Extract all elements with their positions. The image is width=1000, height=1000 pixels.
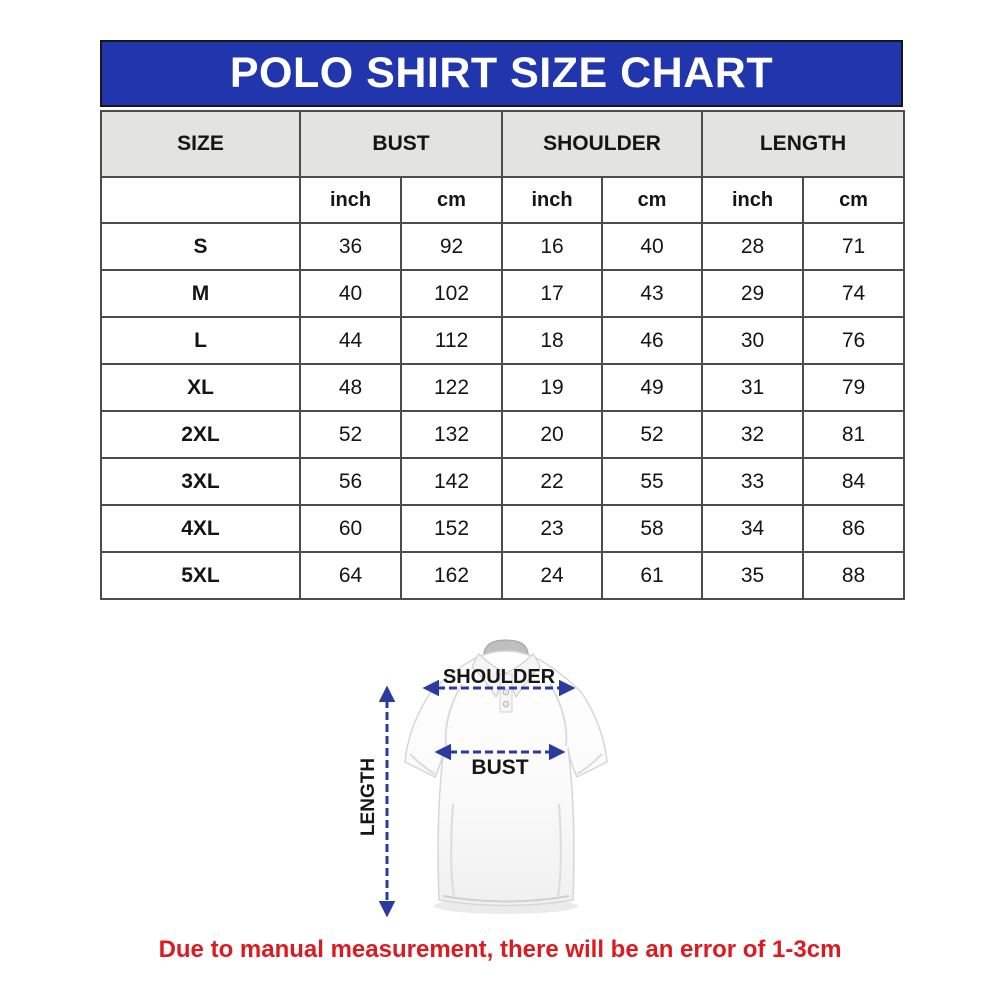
value-cell: 52 (300, 411, 401, 458)
unit-header-row (101, 177, 904, 223)
value-cell: 49 (602, 364, 702, 411)
value-cell: 29 (702, 270, 803, 317)
column-header-shoulder: SHOULDER (502, 111, 702, 177)
unit-header-shoulder-cm: cm (602, 177, 702, 223)
value-cell: 64 (300, 552, 401, 599)
value-cell: 152 (401, 505, 502, 552)
value-cell: 71 (803, 223, 904, 270)
value-cell: 16 (502, 223, 602, 270)
unit-header-length-cm: cm (803, 177, 904, 223)
value-cell: 52 (602, 411, 702, 458)
polo-shirt-diagram (358, 634, 650, 940)
value-cell: 18 (502, 317, 602, 364)
value-cell: 17 (502, 270, 602, 317)
value-cell: 79 (803, 364, 904, 411)
value-cell: 33 (702, 458, 803, 505)
value-cell: 23 (502, 505, 602, 552)
unit-header-bust-cm: cm (401, 177, 502, 223)
value-cell: 102 (401, 270, 502, 317)
value-cell: 76 (803, 317, 904, 364)
value-cell: 55 (602, 458, 702, 505)
value-cell: 34 (702, 505, 803, 552)
size-cell: XL (101, 364, 300, 411)
value-cell: 112 (401, 317, 502, 364)
size-cell: 3XL (101, 458, 300, 505)
value-cell: 60 (300, 505, 401, 552)
disclaimer-text: Due to manual measurement, there will be an error of 1-3cm (158, 936, 842, 963)
column-header-bust: BUST (300, 111, 502, 177)
table-row (101, 317, 904, 364)
size-cell: S (101, 223, 300, 270)
unit-header-bust-inch: inch (300, 177, 401, 223)
value-cell: 122 (401, 364, 502, 411)
value-cell: 31 (702, 364, 803, 411)
value-cell: 19 (502, 364, 602, 411)
title-bar (100, 40, 903, 107)
value-cell: 58 (602, 505, 702, 552)
table-row (101, 411, 904, 458)
value-cell: 43 (602, 270, 702, 317)
value-cell: 92 (401, 223, 502, 270)
size-chart-table (100, 110, 905, 600)
bust-dimension-label: BUST (471, 756, 529, 779)
table-row (101, 552, 904, 599)
column-header-length: LENGTH (702, 111, 904, 177)
value-cell: 56 (300, 458, 401, 505)
unit-header-shoulder-inch: inch (502, 177, 602, 223)
main-header-row (101, 111, 904, 177)
value-cell: 24 (502, 552, 602, 599)
column-header-size: SIZE (101, 111, 300, 177)
value-cell: 32 (702, 411, 803, 458)
button (503, 689, 509, 695)
size-cell: 4XL (101, 505, 300, 552)
shoulder-dimension-label: SHOULDER (442, 666, 556, 688)
value-cell: 84 (803, 458, 904, 505)
table-row (101, 458, 904, 505)
button (503, 701, 509, 707)
size-cell: 2XL (101, 411, 300, 458)
value-cell: 162 (401, 552, 502, 599)
table-row (101, 505, 904, 552)
value-cell: 40 (300, 270, 401, 317)
value-cell: 36 (300, 223, 401, 270)
value-cell: 20 (502, 411, 602, 458)
value-cell: 30 (702, 317, 803, 364)
value-cell: 142 (401, 458, 502, 505)
size-cell: M (101, 270, 300, 317)
table-row (101, 270, 904, 317)
value-cell: 74 (803, 270, 904, 317)
table-row (101, 364, 904, 411)
value-cell: 132 (401, 411, 502, 458)
value-cell: 88 (803, 552, 904, 599)
length-dimension-label: LENGTH (358, 757, 379, 837)
value-cell: 61 (602, 552, 702, 599)
page-title: POLO SHIRT SIZE CHART (229, 49, 774, 97)
value-cell: 48 (300, 364, 401, 411)
size-cell: 5XL (101, 552, 300, 599)
unit-header-blank (101, 177, 300, 223)
value-cell: 40 (602, 223, 702, 270)
value-cell: 44 (300, 317, 401, 364)
value-cell: 81 (803, 411, 904, 458)
table-row (101, 223, 904, 270)
value-cell: 46 (602, 317, 702, 364)
value-cell: 28 (702, 223, 803, 270)
value-cell: 22 (502, 458, 602, 505)
unit-header-length-inch: inch (702, 177, 803, 223)
value-cell: 86 (803, 505, 904, 552)
size-cell: L (101, 317, 300, 364)
value-cell: 35 (702, 552, 803, 599)
